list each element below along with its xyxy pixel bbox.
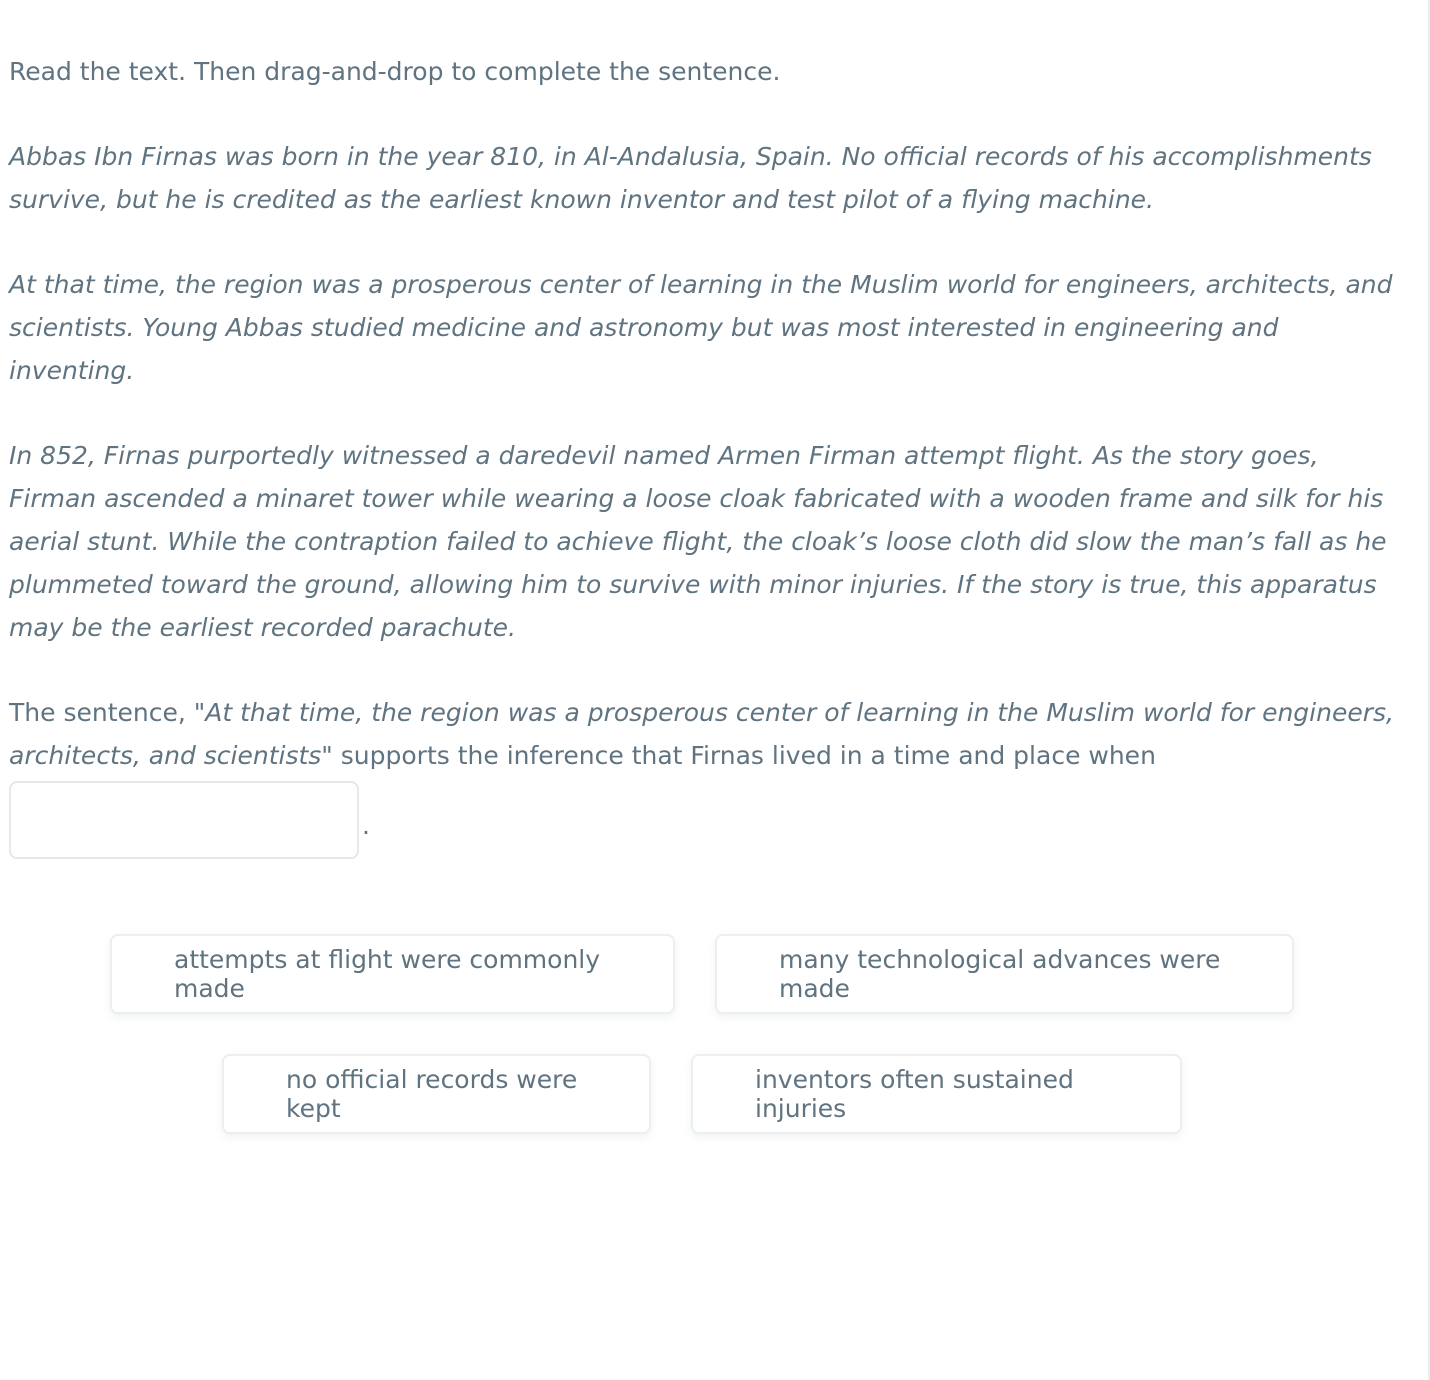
choice-inventors-injuries[interactable]: inventors often sustained injuries	[691, 1054, 1182, 1134]
choice-technological-advances[interactable]: many technological advances were made	[715, 934, 1294, 1014]
answer-drop-zone[interactable]	[9, 781, 359, 859]
choice-row	[0, 934, 1404, 1014]
choice-attempts-at-flight[interactable]: attempts at flight were commonly made	[110, 934, 675, 1014]
passage-paragraph: At that time, the region was a prosperous center of learning in the Muslim world for engineers, architects, and scientists. Young Abbas studied medicine and astronomy but was most interested in engineering and inventing.	[9, 270, 1393, 385]
prompt-rest: supports the inference that Firnas lived in a time and place when	[332, 741, 1156, 770]
choice-row	[0, 1054, 1404, 1134]
passage	[9, 135, 1404, 649]
answer-row	[9, 781, 1404, 859]
prompt-lead: The sentence,	[9, 698, 194, 727]
prompt-quote: "At that time, the region was a prosperous center of learning in the Muslim world for engineers, architects, and scientists"	[9, 698, 1394, 770]
choice-no-official-records[interactable]: no official records were kept	[222, 1054, 651, 1134]
sentence-period: .	[362, 811, 370, 840]
question-prompt	[9, 691, 1404, 777]
passage-paragraph: Abbas Ibn Firnas was born in the year 810, in Al-Andalusia, Spain. No official records of his accomplishments survive, but he is credited as the earliest known inventor and test pilot of a flying machine.	[9, 142, 1372, 214]
question-content	[9, 50, 1404, 859]
answer-choices	[0, 934, 1404, 1174]
passage-paragraph: In 852, Firnas purportedly witnessed a daredevil named Armen Firman attempt flight. As the story goes, Firman ascended a minaret tower while wearing a loose cloak fabricated with a wooden frame and silk for his aerial stunt. While the contraption failed to achieve flight, the cloak’s loose cloth did slow the man’s fall as he plummeted toward the ground, allowing him to survive with minor injuries. If the story is true, this apparatus may be the earliest recorded parachute.	[9, 441, 1387, 642]
instructions: Read the text. Then drag-and-drop to complete the sentence.	[9, 57, 781, 86]
